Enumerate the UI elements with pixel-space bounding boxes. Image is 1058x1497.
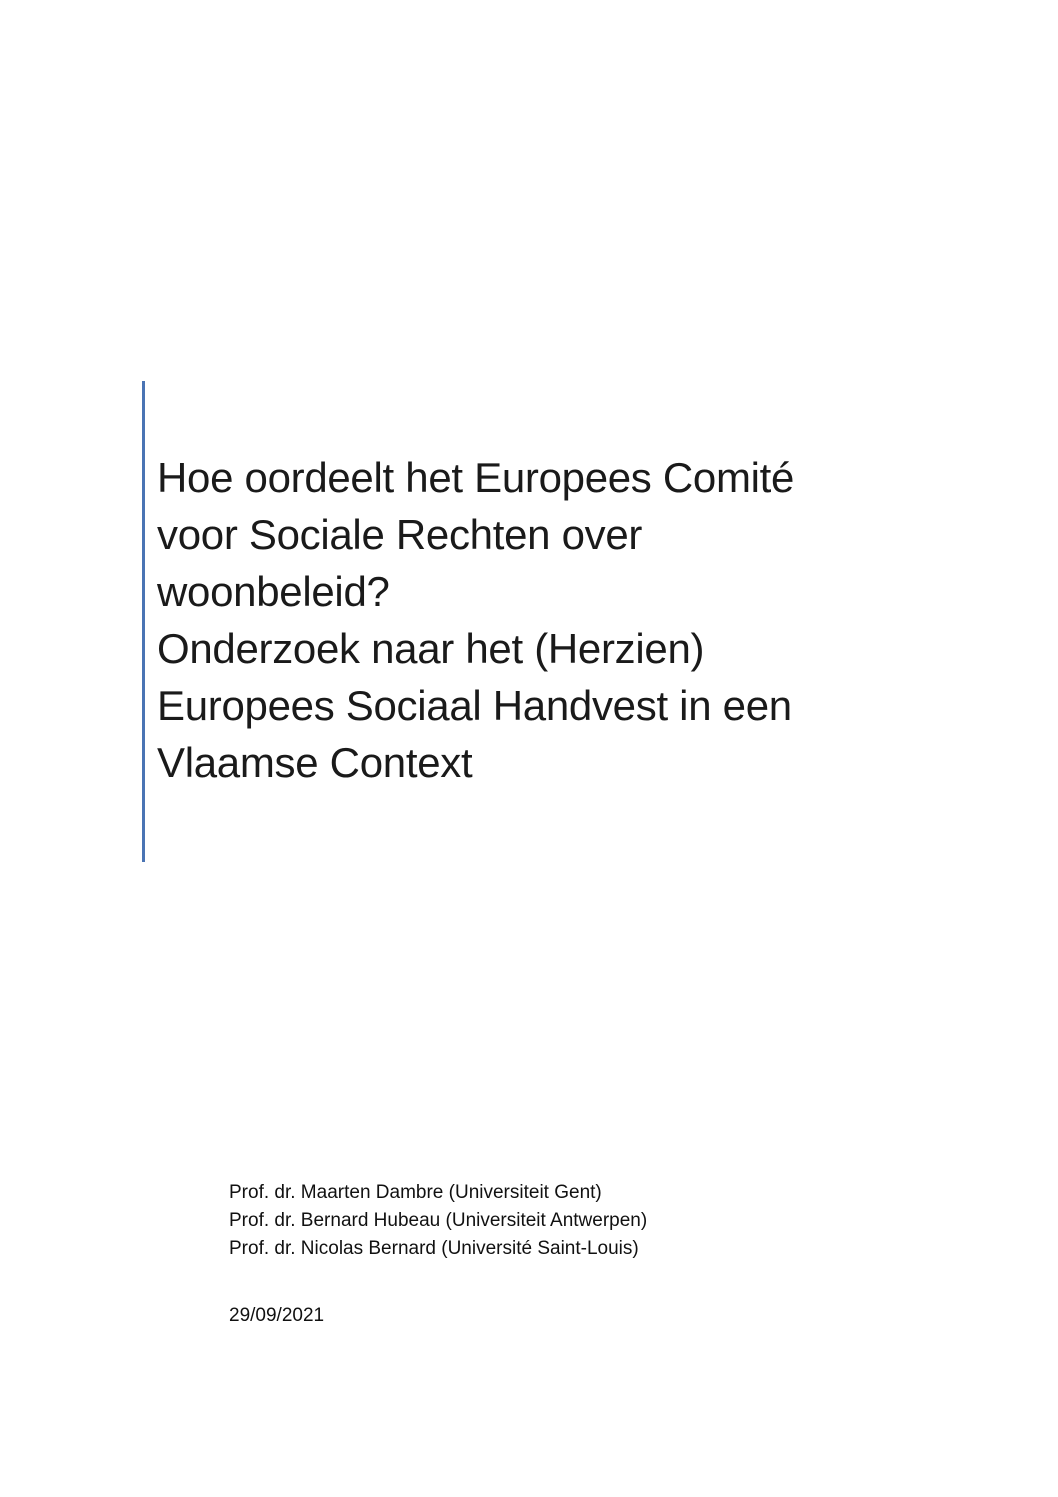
author-list xyxy=(229,1179,929,1263)
title-line-2: voor Sociale Rechten over xyxy=(157,511,643,558)
document-title xyxy=(157,449,1017,791)
title-line-1: Hoe oordeelt het Europees Comité xyxy=(157,454,795,501)
title-line-3: woonbeleid? xyxy=(157,568,390,615)
title-accent-bar xyxy=(142,381,145,862)
subtitle-line-3: Vlaamse Context xyxy=(157,739,473,786)
author-item: Prof. dr. Maarten Dambre (Universiteit Gent) xyxy=(229,1182,602,1203)
subtitle-line-2: Europees Sociaal Handvest in een xyxy=(157,682,792,729)
publication-date: 29/09/2021 xyxy=(229,1305,325,1326)
author-item: Prof. dr. Nicolas Bernard (Université Saint-Louis) xyxy=(229,1238,639,1259)
author-item: Prof. dr. Bernard Hubeau (Universiteit Antwerpen) xyxy=(229,1210,648,1231)
subtitle-line-1: Onderzoek naar het (Herzien) xyxy=(157,625,705,672)
